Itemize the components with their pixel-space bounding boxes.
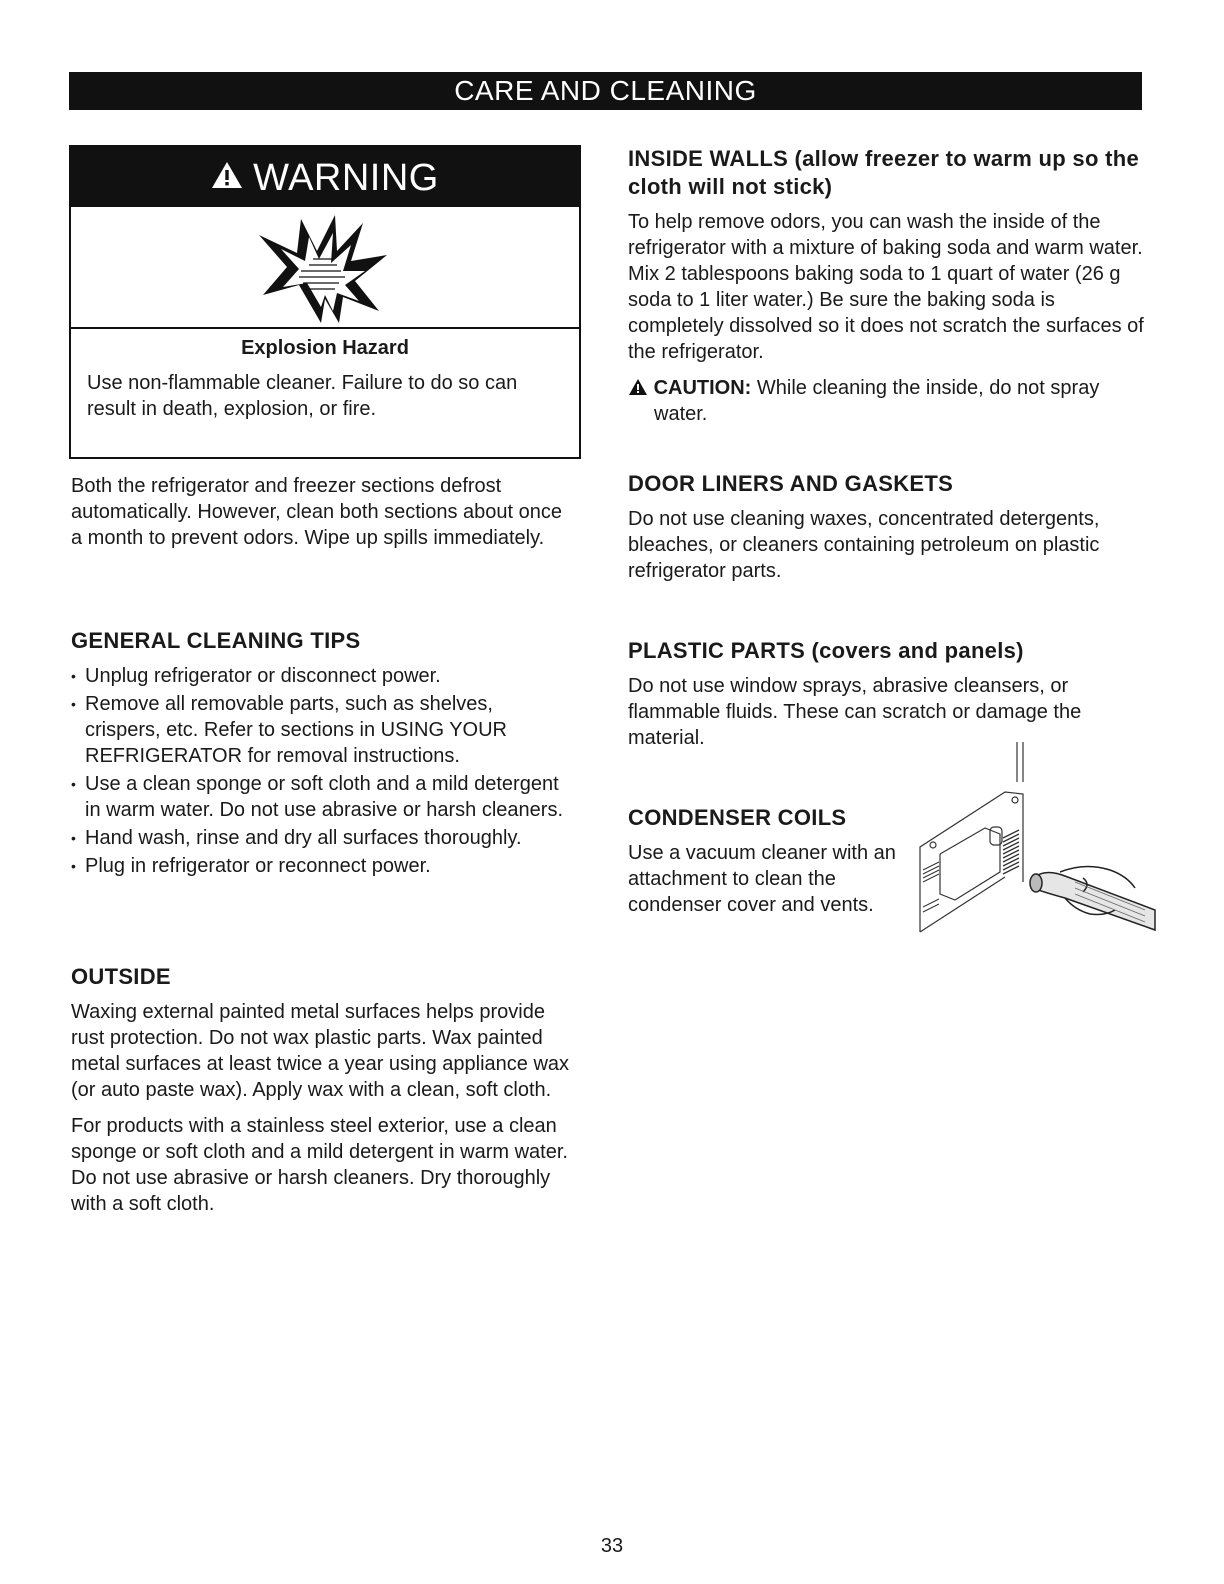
plastic-section bbox=[628, 637, 1148, 751]
condenser-heading: CONDENSER COILS bbox=[628, 805, 847, 830]
list-item: • Use a clean sponge or soft cloth and a mild detergent in warm water. Do not use abrasive or harsh cleaners. bbox=[71, 771, 571, 823]
list-item: • Plug in refrigerator or reconnect power. bbox=[71, 853, 571, 879]
list-item: • Remove all removable parts, such as shelves, crispers, etc. Refer to sections in USING YOUR REFRIGERATOR for removal instructions. bbox=[71, 691, 571, 769]
list-item: • Hand wash, rinse and dry all surfaces thoroughly. bbox=[71, 825, 571, 851]
hazard-title: Explosion Hazard bbox=[241, 337, 409, 359]
general-heading: GENERAL CLEANING TIPS bbox=[71, 628, 361, 653]
page-number: 33 bbox=[600, 1535, 624, 1557]
outside-heading: OUTSIDE bbox=[71, 964, 171, 989]
explosion-art bbox=[71, 207, 579, 329]
explosion-icon bbox=[251, 215, 391, 327]
condenser-paragraph: Use a vacuum cleaner with an attachment to clean the condenser cover and vents. bbox=[628, 842, 896, 916]
door-heading: DOOR LINERS AND GASKETS bbox=[628, 471, 954, 496]
inside-heading: INSIDE WALLS (allow freezer to warm up so the cloth will not stick) bbox=[628, 146, 1140, 199]
page-banner: CARE AND CLEANING bbox=[69, 72, 1142, 110]
intro-paragraph: Both the refrigerator and freezer sections defrost automatically. However, clean both sections about once a month to prevent odors. Wipe up spills immediately. bbox=[71, 475, 563, 549]
condenser-section bbox=[628, 804, 908, 918]
list-item: • Unplug refrigerator or disconnect power. bbox=[71, 663, 571, 689]
hazard-text: Use non-flammable cleaner. Failure to do so can result in death, explosion, or fire. bbox=[87, 372, 518, 420]
outside-paragraph-2: For products with a stainless steel exterior, use a clean sponge or soft cloth and a mild detergent in warm water. Do not use abrasive or harsh cleaners. Dry thoroughly with a soft cloth. bbox=[71, 1115, 568, 1215]
inside-section bbox=[628, 145, 1148, 427]
vacuum-condenser-illustration bbox=[915, 742, 1157, 938]
outside-paragraph-1: Waxing external painted metal surfaces helps provide rust protection. Do not wax plastic parts. Wax painted metal surfaces at least twice a year using appliance wax (or auto paste wax). Apply wax with a clean, soft cloth. bbox=[71, 1001, 570, 1101]
general-list bbox=[71, 663, 571, 879]
general-section bbox=[71, 627, 571, 881]
caution-label: CAUTION: bbox=[653, 377, 752, 399]
warning-box bbox=[69, 145, 581, 459]
inside-paragraph: To help remove odors, you can wash the inside of the refrigerator with a mixture of baking soda and warm water. Mix 2 tablespoons baking soda to 1 quart of water (26 g soda to 1 liter water.) Be sure the baking soda is completely dissolved so it does not scratch the surfaces of the refrigerator. bbox=[628, 211, 1144, 363]
plastic-paragraph: Do not use window sprays, abrasive cleansers, or flammable fluids. These can scratch or damage the material. bbox=[628, 675, 1082, 749]
warning-triangle-icon bbox=[211, 146, 243, 208]
door-section bbox=[628, 470, 1148, 584]
caution-text: While cleaning the inside, do not spray water. bbox=[654, 377, 1100, 425]
warning-header bbox=[71, 147, 579, 207]
caution-triangle-icon bbox=[628, 378, 648, 396]
caution-note bbox=[628, 375, 1148, 427]
warning-label: WARNING bbox=[253, 157, 439, 199]
plastic-heading: PLASTIC PARTS (covers and panels) bbox=[628, 638, 1024, 663]
door-paragraph: Do not use cleaning waxes, concentrated detergents, bleaches, or cleaners containing petroleum on plastic refrigerator parts. bbox=[628, 508, 1100, 582]
outside-section bbox=[71, 963, 571, 1217]
